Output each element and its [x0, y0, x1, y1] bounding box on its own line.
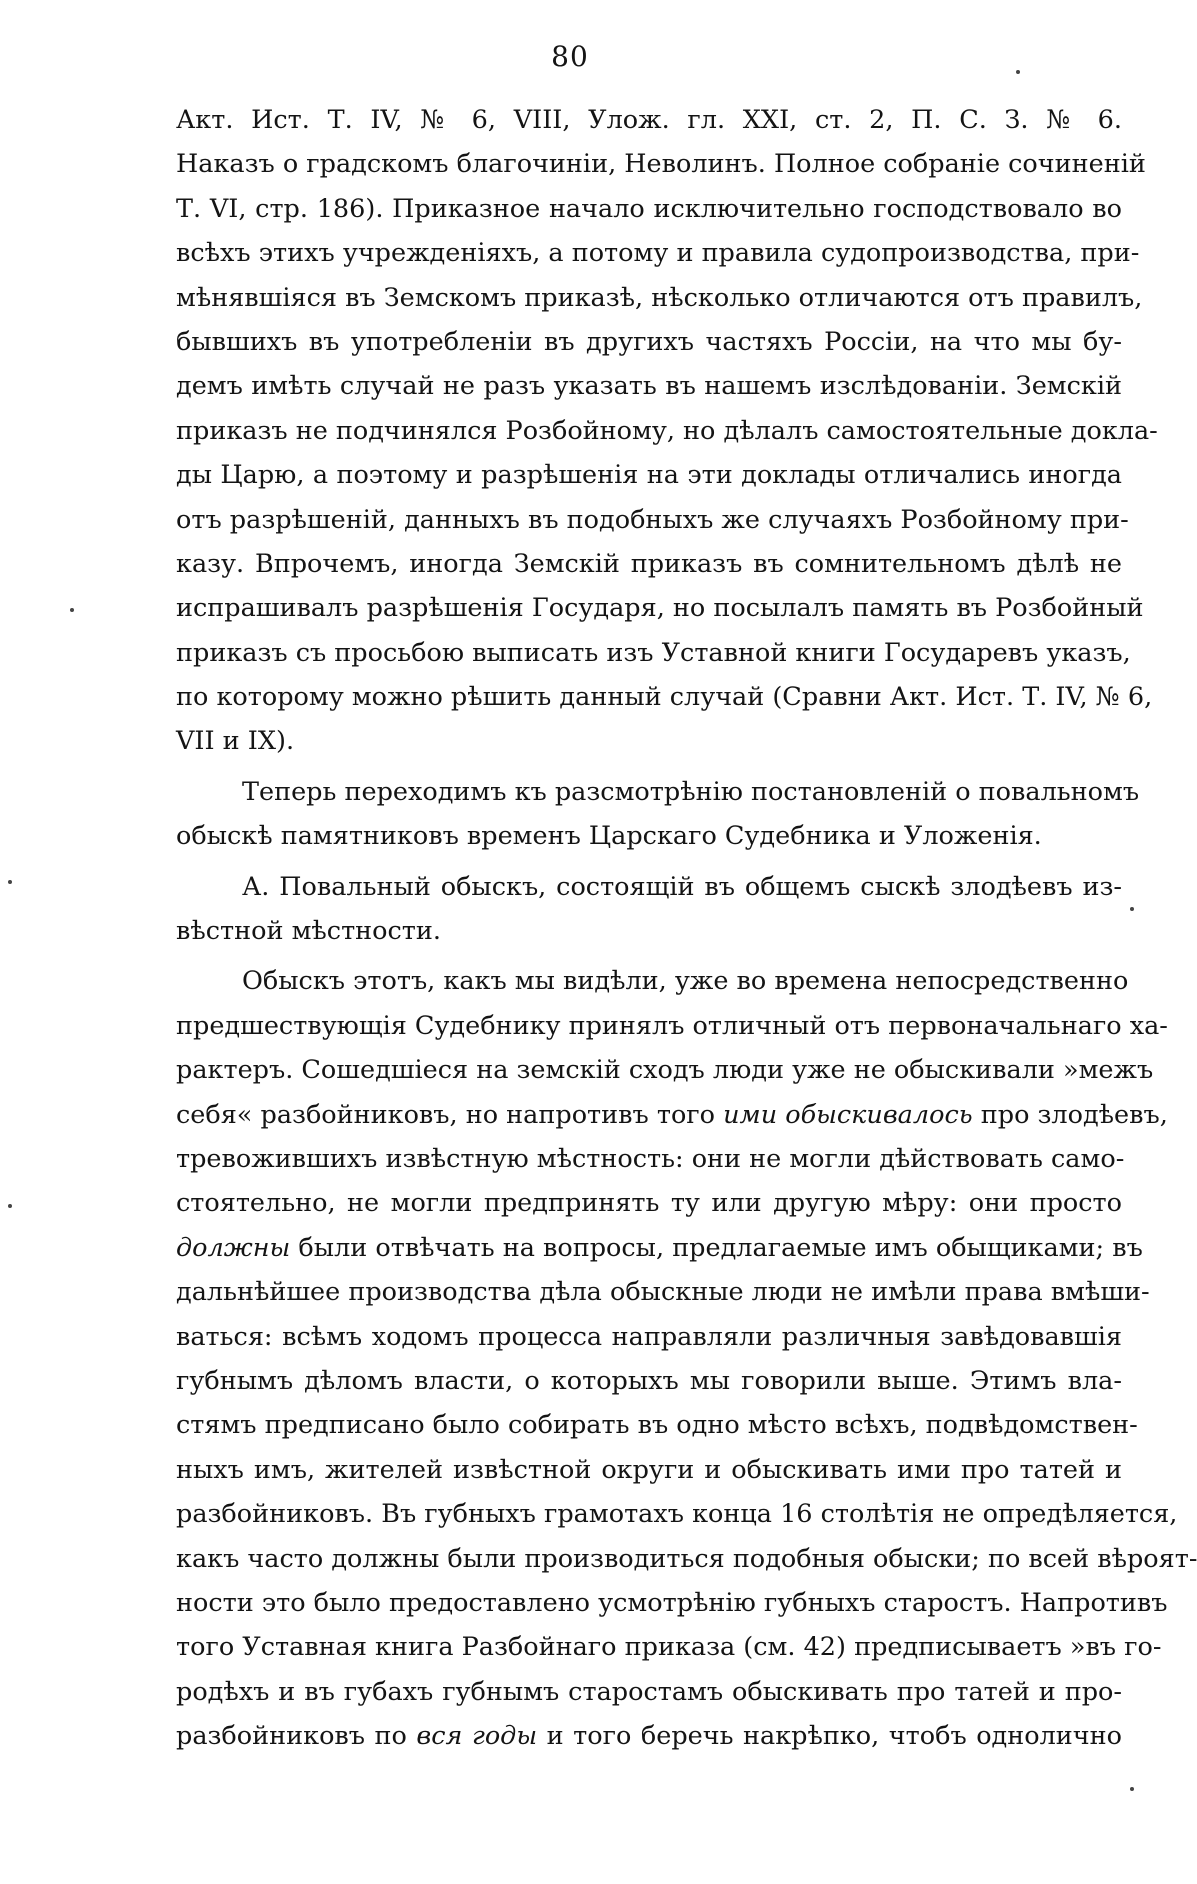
- text-line-16: Теперь переходимъ къ разсмотрѣнію постановленій о повальномъ: [242, 776, 1140, 807]
- text-line-32: разбойниковъ. Въ губныхъ грамотахъ конца 16 столѣтія не опредѣляется,: [176, 1499, 1178, 1530]
- scan-speck: [1130, 907, 1134, 911]
- text-line-26: должны были отвѣчать на вопросы, предлагаемые имъ обыщиками; въ: [176, 1232, 1143, 1263]
- text-line-29: губнымъ дѣломъ власти, о которыхъ мы говорили выше. Этимъ вла-: [176, 1365, 1122, 1396]
- page-number: 80: [551, 40, 589, 73]
- text-line-9: ды Царю, а поэтому и разрѣшенія на эти доклады отличались иногда: [176, 460, 1122, 491]
- text-line-14: по которому можно рѣшить данный случай (Сравни Акт. Ист. Т. IV, № 6,: [176, 682, 1153, 713]
- text-line-25: стоятельно, не могли предпринять ту или другую мѣру: они просто: [176, 1188, 1122, 1219]
- text-line-4: всѣхъ этихъ учрежденіяхъ, а потому и правила судопроизводства, при-: [176, 238, 1140, 269]
- text-line-22: рактеръ. Сошедшіеся на земскій сходъ люди уже не обыскивали »межъ: [176, 1055, 1154, 1086]
- scan-speck: [8, 880, 12, 884]
- scan-speck: [8, 1204, 12, 1208]
- text-line-31: ныхъ имъ, жителей извѣстной округи и обыскивать ими про татей и: [176, 1454, 1122, 1485]
- text-line-33: какъ часто должны были производиться подобныя обыски; по всей вѣроят-: [176, 1543, 1197, 1574]
- text-line-13: приказъ съ просьбою выписать изъ Уставной книги Государевъ указъ,: [176, 637, 1131, 668]
- text-line-10: отъ разрѣшеній, данныхъ въ подобныхъ же случаяхъ Розбойному при-: [176, 504, 1129, 535]
- text-line-30: стямъ предписано было собирать въ одно мѣсто всѣхъ, подвѣдомствен-: [176, 1410, 1138, 1441]
- text-line-8: приказъ не подчинялся Розбойному, но дѣлалъ самостоятельные докла-: [176, 415, 1158, 446]
- text-line-21: предшествующія Судебнику принялъ отличный отъ первоначальнаго ха-: [176, 1010, 1168, 1041]
- text-line-1: Акт. Ист. Т. IV, № 6, VIII, Улож. гл. XXI, ст. 2, П. С. З. № 6.: [176, 105, 1122, 135]
- text-line-3: Т. VI, стр. 186). Приказное начало исключительно господствовало во: [176, 193, 1122, 224]
- text-line-20: Обыскъ этотъ, какъ мы видѣли, уже во времена непосредственно: [242, 966, 1129, 997]
- text-line-12: испрашивалъ разрѣшенія Государя, но посылалъ память въ Розбойный: [176, 593, 1144, 624]
- text-line-24: тревожившихъ извѣстную мѣстность: они не могли дѣйствовать само-: [176, 1143, 1125, 1174]
- text-line-27: дальнѣйшее производства дѣла обыскные люди не имѣли права вмѣши-: [176, 1277, 1150, 1308]
- text-line-6: бывшихъ въ употребленіи въ другихъ частяхъ Россіи, на что мы бу-: [176, 326, 1122, 357]
- text-line-5: мѣнявшіяся въ Земскомъ приказѣ, нѣсколько отличаются отъ правилъ,: [176, 282, 1143, 313]
- text-line-23: себя« разбойниковъ, но напротивъ того ими обыскивалось про злодѣевъ,: [176, 1099, 1168, 1130]
- scan-speck: [70, 608, 74, 612]
- scan-speck: [1016, 70, 1020, 74]
- text-line-11: казу. Впрочемъ, иногда Земскій приказъ въ сомнительномъ дѣлѣ не: [176, 548, 1122, 579]
- section-heading-line-1: А. Повальный обыскъ, состоящій въ общемъ сыскѣ злодѣевъ из-: [242, 871, 1122, 902]
- text-line-36: родѣхъ и въ губахъ губнымъ старостамъ обыскивать про татей и про-: [176, 1676, 1122, 1707]
- text-line-37: разбойниковъ по вся годы и того беречь накрѣпко, чтобъ однолично: [176, 1721, 1122, 1752]
- text-line-15: VII и IX).: [176, 726, 295, 757]
- scan-speck: [1130, 1787, 1134, 1791]
- text-line-34: ности это было предоставлено усмотрѣнію губныхъ старостъ. Напротивъ: [176, 1587, 1168, 1618]
- text-line-35: того Уставная книга Разбойнаго приказа (см. 42) предписываетъ »въ го-: [176, 1632, 1162, 1663]
- text-line-2: Наказъ о градскомъ благочиніи, Неволинъ. Полное собраніе сочиненій: [176, 149, 1146, 180]
- text-line-7: демъ имѣть случай не разъ указать въ нашемъ изслѣдованіи. Земскій: [176, 371, 1122, 402]
- section-heading-line-2: вѣстной мѣстности.: [176, 916, 442, 947]
- text-line-28: ваться: всѣмъ ходомъ процесса направляли различныя завѣдовавшія: [176, 1321, 1122, 1352]
- page-text: [176, 98, 1197, 1758]
- text-line-17: обыскѣ памятниковъ временъ Царскаго Судебника и Уложенія.: [176, 821, 1042, 852]
